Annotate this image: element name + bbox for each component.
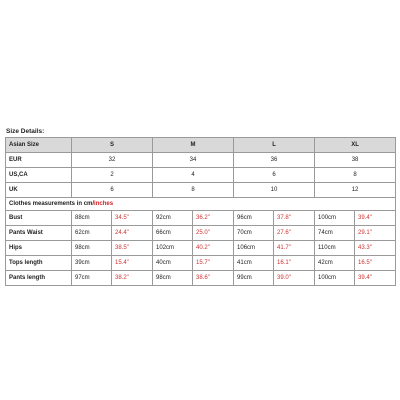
- size-value: 10: [234, 183, 315, 198]
- cm-value: 42cm: [315, 256, 355, 271]
- inch-value: 34.5": [112, 211, 153, 226]
- size-details-title: Size Details:: [6, 128, 45, 135]
- measure-row-hips: [6, 241, 396, 256]
- size-value: 36: [234, 153, 315, 168]
- cm-value: 98cm: [153, 271, 193, 286]
- cm-value: 99cm: [234, 271, 274, 286]
- inch-value: 29.1": [355, 226, 396, 241]
- inch-value: 16.1": [274, 256, 315, 271]
- size-value: 8: [315, 168, 396, 183]
- size-row-uk: [6, 183, 396, 198]
- asian-size-label: Asian Size: [6, 138, 72, 153]
- inch-value: 16.5": [355, 256, 396, 271]
- size-row-label: US,CA: [6, 168, 72, 183]
- measurements-heading: [6, 198, 396, 211]
- inch-value: 15.7": [193, 256, 234, 271]
- cm-value: 98cm: [72, 241, 112, 256]
- size-value: 6: [72, 183, 153, 198]
- size-value: 6: [234, 168, 315, 183]
- size-value: 12: [315, 183, 396, 198]
- inch-value: 27.6": [274, 226, 315, 241]
- measure-row-label: Bust: [6, 211, 72, 226]
- size-value: 2: [72, 168, 153, 183]
- measure-row-tops-length: [6, 256, 396, 271]
- inch-value: 43.3": [355, 241, 396, 256]
- cm-value: 100cm: [315, 271, 355, 286]
- inch-value: 41.7": [274, 241, 315, 256]
- size-row-eur: [6, 153, 396, 168]
- inch-value: 38.5": [112, 241, 153, 256]
- measure-row-label: Pants length: [6, 271, 72, 286]
- size-value: 32: [72, 153, 153, 168]
- cm-value: 102cm: [153, 241, 193, 256]
- cm-value: 74cm: [315, 226, 355, 241]
- size-value: 8: [153, 183, 234, 198]
- size-header-row: [6, 138, 396, 153]
- size-value: 38: [315, 153, 396, 168]
- cm-value: 40cm: [153, 256, 193, 271]
- inch-value: 24.4": [112, 226, 153, 241]
- cm-value: 100cm: [315, 211, 355, 226]
- measurements-unit: inches: [94, 201, 114, 207]
- inch-value: 40.2": [193, 241, 234, 256]
- measure-row-pants-waist: [6, 226, 396, 241]
- cm-value: 106cm: [234, 241, 274, 256]
- measure-row-pants-length: [6, 271, 396, 286]
- size-l-header: L: [234, 138, 315, 153]
- cm-value: 62cm: [72, 226, 112, 241]
- size-m-header: M: [153, 138, 234, 153]
- cm-value: 41cm: [234, 256, 274, 271]
- measure-row-label: Pants Waist: [6, 226, 72, 241]
- cm-value: 88cm: [72, 211, 112, 226]
- size-row-label: EUR: [6, 153, 72, 168]
- inch-value: 39.4": [355, 211, 396, 226]
- cm-value: 92cm: [153, 211, 193, 226]
- measure-row-bust: [6, 211, 396, 226]
- size-row-us-ca: [6, 168, 396, 183]
- inch-value: 15.4": [112, 256, 153, 271]
- size-row-label: UK: [6, 183, 72, 198]
- measure-row-label: Tops length: [6, 256, 72, 271]
- cm-value: 97cm: [72, 271, 112, 286]
- measurements-prefix: Clothes measurements in cm/: [9, 201, 95, 207]
- cm-value: 70cm: [234, 226, 274, 241]
- inch-value: 38.2": [112, 271, 153, 286]
- size-table: [5, 137, 396, 286]
- inch-value: 37.8": [274, 211, 315, 226]
- size-value: 4: [153, 168, 234, 183]
- cm-value: 39cm: [72, 256, 112, 271]
- size-chart: [5, 127, 395, 286]
- inch-value: 39.4": [355, 271, 396, 286]
- measure-row-label: Hips: [6, 241, 72, 256]
- inch-value: 39.0": [274, 271, 315, 286]
- size-value: 34: [153, 153, 234, 168]
- inch-value: 25.0": [193, 226, 234, 241]
- inch-value: 38.6": [193, 271, 234, 286]
- size-xl-header: XL: [315, 138, 396, 153]
- cm-value: 66cm: [153, 226, 193, 241]
- size-s-header: S: [72, 138, 153, 153]
- cm-value: 96cm: [234, 211, 274, 226]
- cm-value: 110cm: [315, 241, 355, 256]
- measurements-header-row: [6, 198, 396, 211]
- inch-value: 36.2": [193, 211, 234, 226]
